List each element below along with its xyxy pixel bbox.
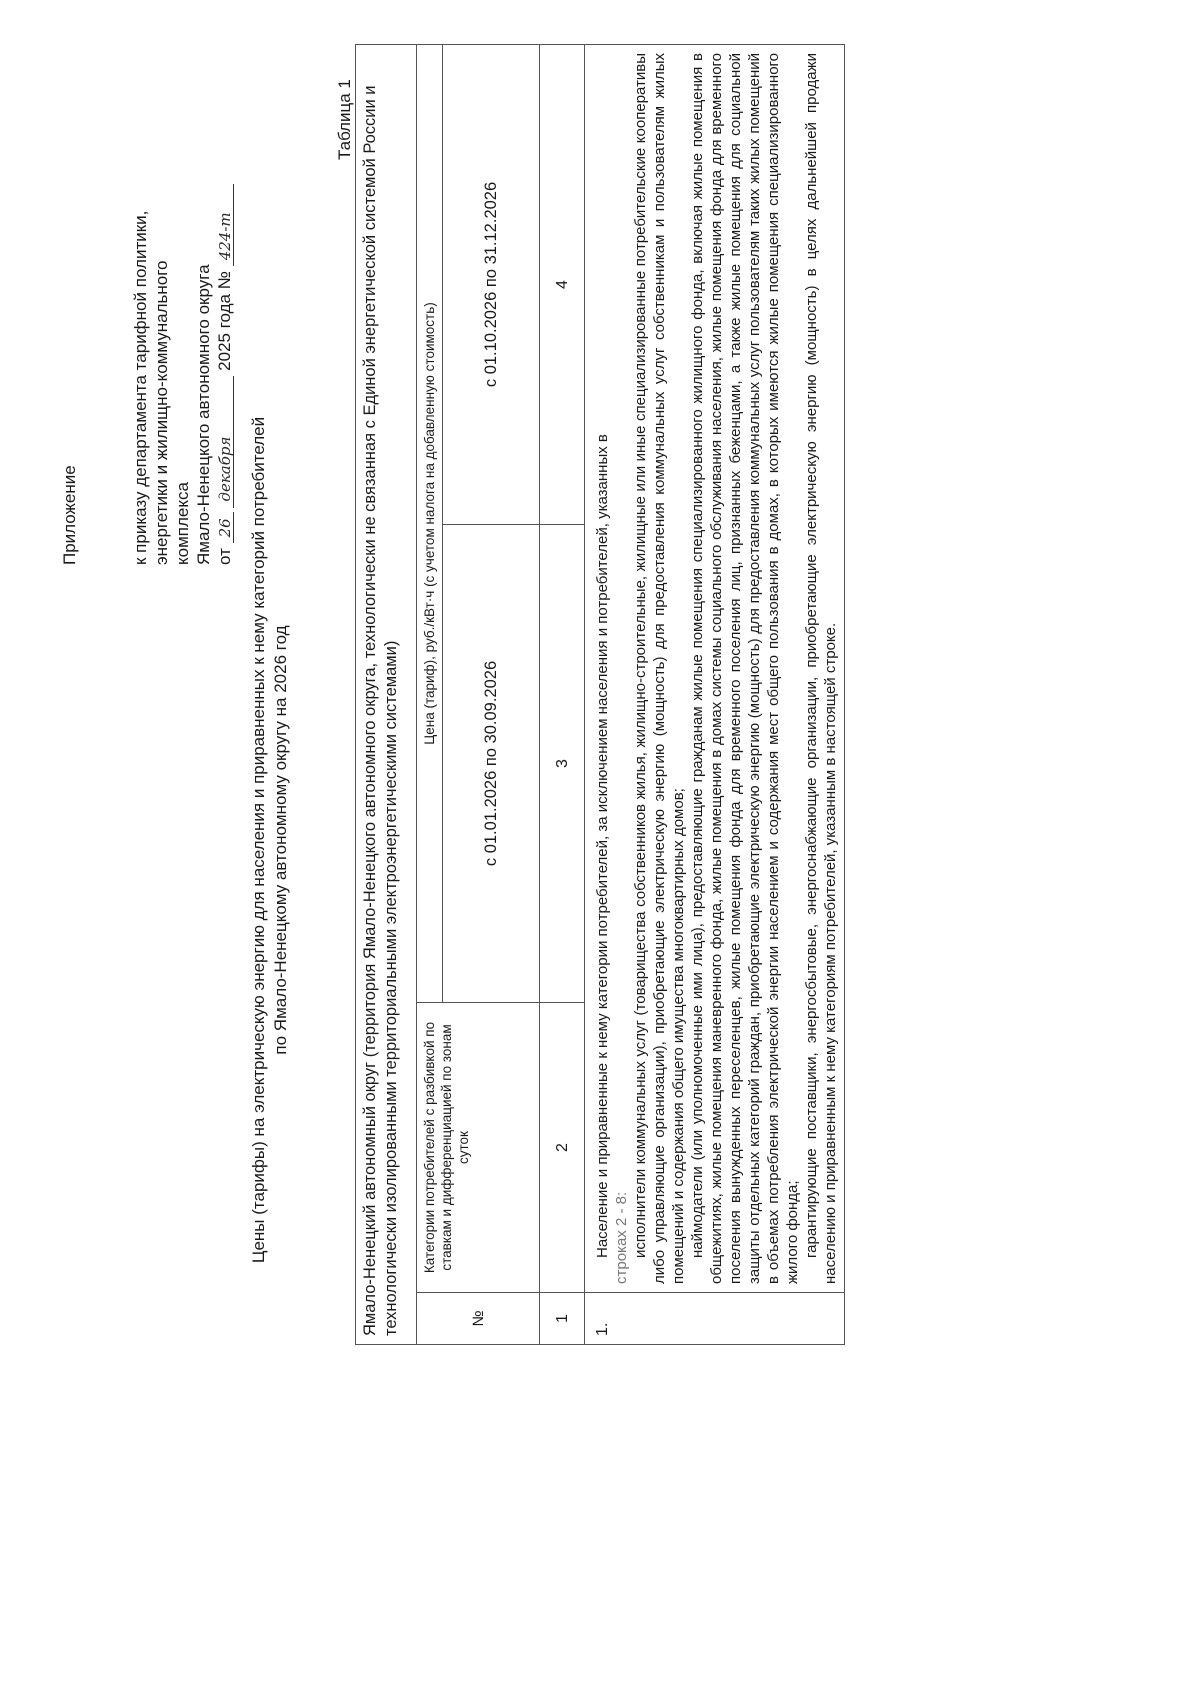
handwritten-day: 26 — [217, 512, 234, 543]
table-row-column-numbers — [540, 44, 585, 1344]
header-category: Категории потребителей с разбивкой по ставкам и дифференциацией по зонам суток — [417, 1003, 540, 1293]
row-intro — [593, 53, 612, 1284]
row-paragraph-1: исполнители коммунальных услуг (товарищества собственников жилья, жилищно-строительные, жилищные или иные специализированные потребительские кооперативы либо управляющие организации), приобретающие электрическую энергию (мощность) для предоставления коммунальных услуг собственникам и пользователям жилых помещений и содержания общего имущества многоквартирных домов; — [632, 52, 687, 1284]
handwritten-order-number: 424-т — [217, 184, 234, 266]
table-row — [585, 44, 845, 1344]
header-price: Цена (тариф), руб./кВт·ч (с учетом налога на добавленную стоимость) — [417, 44, 443, 1002]
row-intro-text: Население и приравненные к нему категории потребителей, за исключением населения и потребителей, указанных в — [594, 434, 611, 1258]
column-number: 2 — [540, 1003, 585, 1293]
appendix-reference — [130, 45, 235, 565]
row-paragraph-2: наймодатели (или уполномоченные ими лица), предоставляющие гражданам жилые помещения специализированного жилищного фонда, включая жилые помещения в общежитиях, жилые помещения маневренного фонда, жилые помещения в домах системы социального обслуживания населения, жилые помещения фонда для временного поселения вынужденных переселенцев, жилые помещения фонда для временного поселения лиц, признанных беженцами, а также жилые помещения для социальной защиты отдельных категорий граждан, приобретающие электрическую энергию (мощность) для предоставления коммунальных услуг пользователям таких жилых помещений в объемах потребления электрической энергии населением и содержания мест общего пользования в домах, в которых имеются жилые помещения специализированного жилого фонда; — [689, 52, 801, 1284]
row-paragraph-3: гарантирующие поставщики, энергосбытовые, энергоснабжающие организации, приобретающие электрическую энергию (мощность) в целях дальнейшей продажи населению и приравненным к нему категориям потребителей, указанным в настоящей строке. — [803, 52, 839, 1284]
appendix-line: Ямало-Ненецкого автономного округа — [194, 264, 213, 565]
table-row-region — [356, 44, 417, 1344]
appendix-line: к приказу департамента тарифной политики, — [131, 210, 150, 565]
document-heading — [248, 260, 292, 1420]
appendix-line: комплекса — [173, 482, 192, 565]
table-label: Таблица 1 — [335, 79, 354, 160]
header-num: № — [417, 1293, 540, 1345]
row-number: 1. — [585, 1293, 845, 1345]
appendix-date-line — [214, 45, 235, 565]
tariff-table — [355, 44, 845, 1345]
heading-line-2: по Ямало-Ненецкому автономному округу на 2026 год — [271, 625, 290, 1055]
header-period-2: с 01.10.2026 по 31.12.2026 — [443, 44, 540, 524]
table-row-header — [417, 44, 443, 1344]
header-period-1: с 01.01.2026 по 30.09.2026 — [443, 525, 540, 1003]
column-number: 1 — [540, 1293, 585, 1345]
date-prefix: от — [215, 548, 234, 565]
column-number: 3 — [540, 525, 585, 1003]
appendix-title: Приложение — [60, 465, 79, 565]
handwritten-month: декабря — [217, 376, 234, 508]
row-description — [585, 44, 845, 1292]
date-year-suffix: 2025 года № — [215, 271, 234, 371]
row-intro-ref: строках 2 - 8: — [613, 1191, 630, 1284]
appendix-line: энергетики и жилищно-коммунального — [152, 260, 171, 565]
heading-line-1: Цены (тарифы) на электрическую энергию для населения и приравненных к нему категорий потребителей — [249, 416, 268, 1264]
region-cell: Ямало-Ненецкий автономный округ (территория Ямало-Ненецкого автономного округа, технологически не связанная с Единой энергетической системой России и технологически изолированными территориальными электроэнергетическими системами) — [356, 44, 417, 1344]
column-number: 4 — [540, 44, 585, 524]
